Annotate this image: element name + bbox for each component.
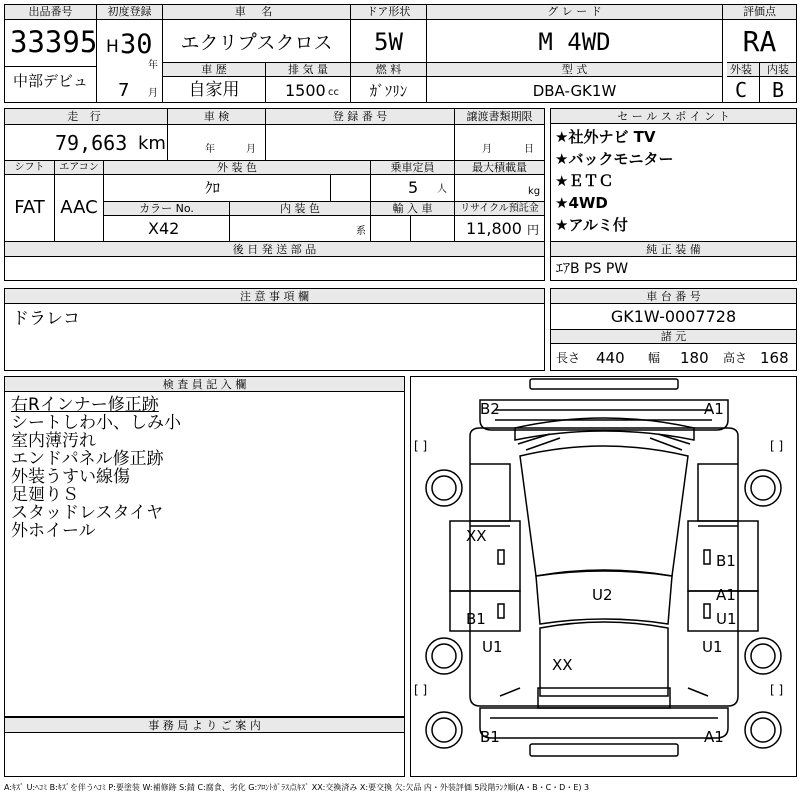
mark-u2-center: U2: [592, 586, 613, 604]
selling-point: ★ＥＴＣ: [555, 172, 614, 190]
bracket-mark: [ ]: [414, 683, 428, 697]
car-name-value: エクリプ゚スクロス: [180, 32, 333, 54]
dims-length-value: 440: [596, 349, 625, 367]
shift-label: シフト: [14, 162, 45, 173]
fuel-value: ｶﾞｿﾘﾝ: [369, 82, 408, 100]
displacement-value: 1500: [285, 81, 326, 100]
selling-points-list: [551, 126, 796, 240]
mileage-value: 79,663: [55, 131, 128, 155]
mark-u1-left: U1: [482, 638, 503, 656]
inspector-line: 足廻りＳ: [11, 485, 79, 505]
history-value: 自家用: [188, 80, 240, 100]
int-color-label: 内 装 色: [280, 202, 320, 215]
transfer-label: 譲渡書類期限: [466, 110, 533, 123]
inspector-line: エンドパネル修正跡: [11, 449, 164, 469]
history-label: 車 歴: [201, 63, 227, 76]
grade-value: M 4WD: [538, 28, 611, 56]
mark-front-left: B1: [480, 728, 500, 746]
selling-point: ★4WD: [555, 194, 608, 212]
office-label: 事 務 局 よ り ご 案 内: [148, 719, 261, 732]
inspection-label: 車 検: [203, 110, 230, 123]
ext-color-value: ｸﾛ: [205, 179, 221, 197]
mark-a1-right: A1: [716, 586, 736, 604]
car-damage-diagram: [410, 376, 797, 777]
lot-number: 33395: [10, 25, 98, 59]
mark-xx-top: XX: [466, 527, 487, 545]
inspector-line: 右Rインナー修正跡: [11, 395, 159, 415]
lot-label: 出品番号: [28, 5, 73, 18]
ac-label: エアコン: [59, 162, 99, 173]
bracket-mark: [ ]: [770, 683, 784, 697]
equipment-label: 純 正 装 備: [646, 243, 701, 256]
reg-era: H: [106, 37, 119, 57]
inspector-label: 検 査 員 記 入 欄: [162, 378, 247, 391]
dims-width-label: 幅: [648, 351, 661, 365]
int-grade-value: B: [771, 78, 785, 102]
transfer-day-unit: 日: [524, 144, 534, 155]
mark-front-right: A1: [704, 728, 724, 746]
score-label: 評価点: [743, 5, 776, 18]
reg-month: 7: [118, 80, 130, 101]
door-label: ドア形状: [366, 5, 411, 18]
max-load-label: 最大積載量: [472, 161, 527, 174]
capacity-unit: 人: [437, 184, 447, 195]
inspector-line: スタッドレスタイヤ: [11, 503, 164, 523]
selling-point: ★アルミ付: [555, 216, 628, 234]
dims-width-value: 180: [680, 349, 709, 367]
inspector-line: 外装うすい線傷: [11, 467, 130, 487]
transfer-month-unit: 月: [482, 144, 492, 155]
recycle-label: リサイクル預託金: [460, 203, 539, 214]
color-no-value: X42: [148, 219, 180, 238]
inspector-line: 外ホイール: [11, 521, 96, 541]
mark-xx-bottom: XX: [552, 656, 573, 674]
mark-b1-right: B1: [716, 552, 736, 570]
int-color-unit: 系: [356, 226, 366, 237]
details-block: [4, 108, 545, 242]
score-value: RA: [742, 25, 777, 58]
displacement-unit: cc: [328, 87, 339, 98]
grade-label: グ レ ー ド: [547, 5, 602, 18]
model-label: 型 式: [561, 63, 588, 76]
mark-u1-right-mid: U1: [716, 610, 737, 628]
lot-sub: 中部デビュ: [12, 72, 88, 90]
ac-value: AAC: [60, 197, 98, 218]
dims-height-value: 168: [760, 349, 789, 367]
selling-points-label: セ ー ル ス ポ イ ン ト: [617, 110, 730, 123]
mark-rear-right: A1: [704, 400, 724, 418]
selling-point: ★バックモニター: [555, 150, 674, 168]
color-no-label: カラー No.: [139, 202, 194, 215]
notes-label: 注 意 事 項 欄: [240, 290, 309, 303]
import-label: 輸 入 車: [392, 202, 433, 215]
capacity-label: 乗車定員: [390, 161, 435, 174]
door-value: 5W: [374, 28, 403, 56]
dims-height-label: 高さ: [723, 351, 748, 365]
ext-grade-label: 外装: [730, 63, 752, 76]
inspection-year-unit: 年: [205, 144, 215, 155]
later-parts-label: 後 日 発 送 部 品: [232, 243, 317, 256]
reg-year-unit: 年: [148, 60, 158, 71]
inspection-month-unit: 月: [246, 144, 256, 155]
legend-text: A:ｷｽﾞ U:ﾍｺﾐ B:ｷｽﾞを伴うﾍｺﾐ P:要塗装 W:補修跡 S:錆 C:腐食、劣化 G:ﾌﾛﾝﾄｶﾞﾗｽ点ｷｽﾞ XX:交換済み X:要交換 欠:欠品 内・外装評価 5段階ﾗﾝｸ順(A・B・C・D・E) 3: [4, 783, 590, 792]
reg-label: 初度登録: [107, 5, 152, 18]
reg-year: 30: [120, 29, 153, 60]
int-grade-label: 内装: [767, 63, 789, 76]
inspector-line: シートしわ小、しみ小: [11, 413, 181, 433]
mileage-label: 走 行: [67, 110, 105, 123]
model-value: DBA-GK1W: [532, 82, 617, 100]
mark-rear-left: B2: [480, 400, 500, 418]
recycle-value: 11,800: [466, 219, 522, 238]
car-name-label: 車 名: [234, 5, 279, 18]
mark-b1-left: B1: [466, 610, 486, 628]
shift-value: FAT: [14, 197, 45, 218]
bracket-mark: [ ]: [414, 439, 428, 453]
selling-point: ★社外ナビ TV: [555, 128, 656, 146]
bracket-mark: [ ]: [770, 439, 784, 453]
inspector-lines: [5, 396, 404, 556]
dims-length-label: 長さ: [556, 351, 581, 365]
chassis-value: GK1W-0007728: [610, 307, 737, 326]
displacement-label: 排 気 量: [288, 63, 328, 76]
notes-value: ドラレコ: [12, 309, 80, 329]
max-load-unit: kg: [528, 186, 541, 197]
mileage-unit: km: [138, 133, 166, 154]
mark-u1-right: U1: [702, 638, 723, 656]
ext-grade-value: C: [734, 78, 748, 102]
ext-color-label: 外 装 色: [217, 161, 257, 174]
equipment-value: ｴｱB PS PW: [556, 261, 629, 277]
recycle-unit: 円: [527, 223, 540, 237]
dims-label: 諸 元: [660, 330, 687, 343]
capacity-value: 5: [408, 178, 419, 197]
chassis-label: 車 台 番 号: [646, 290, 701, 303]
plate-label: 登 録 番 号: [332, 110, 388, 123]
inspector-line: 室内薄汚れ: [11, 431, 96, 451]
reg-month-unit: 月: [148, 88, 158, 99]
fuel-label: 燃 料: [375, 63, 402, 76]
